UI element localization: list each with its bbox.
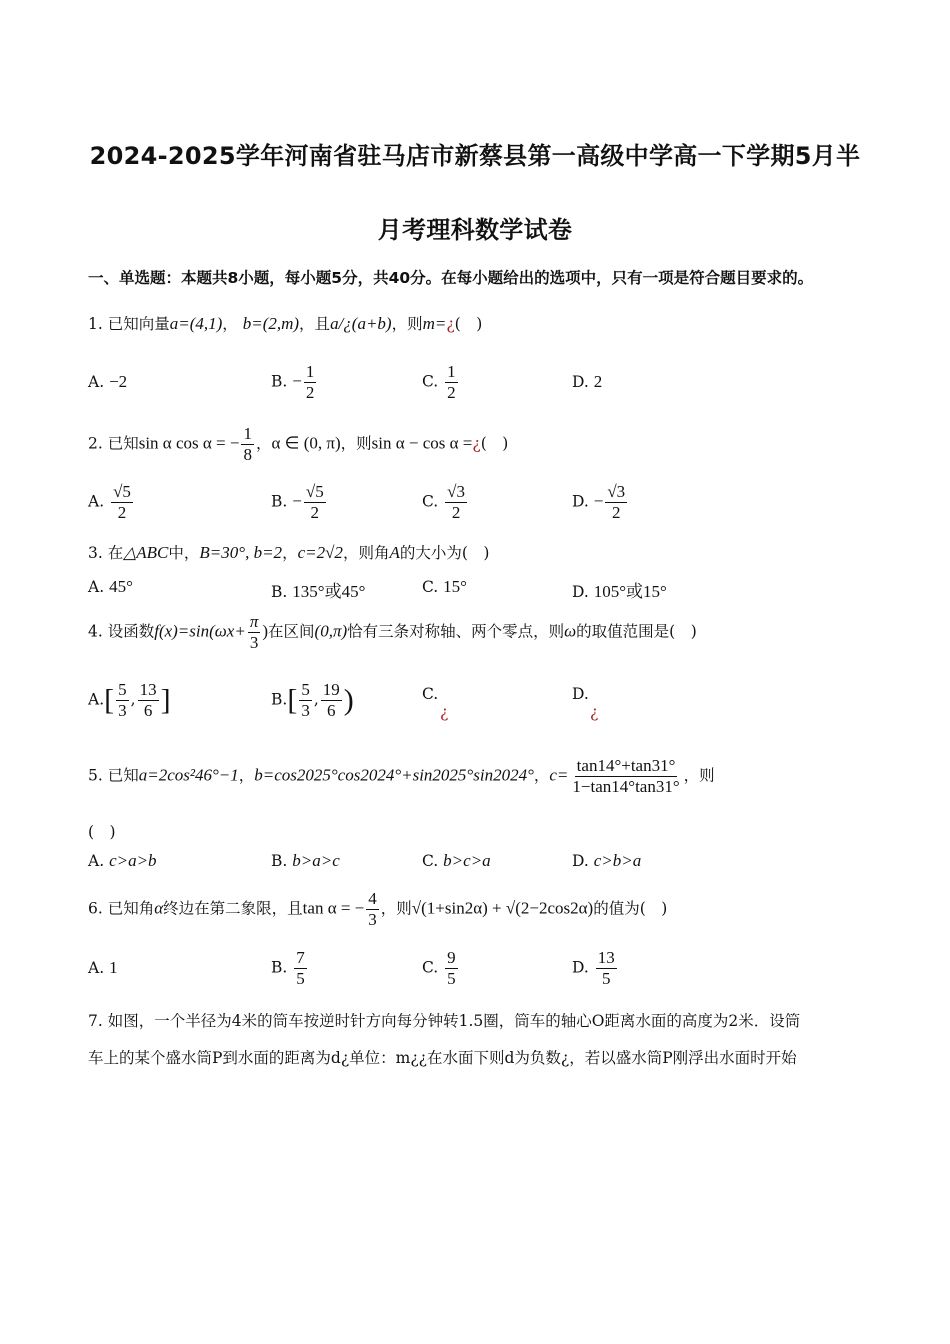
question-6-option-d: D. $\frac{13}{5}$	[572, 948, 615, 988]
question-5-option-d: D. c>b>a	[572, 851, 642, 870]
question-6-stem: 6. 已知角α终边在第二象限，且tan α = − $\frac{4}{3}$ ，则√(1+sin2α) + √(2−2cos2α)的值为( )	[88, 889, 668, 929]
question-2-stem: 2. 已知sin α cos α = − $\frac{1}{8}$ ，α ∈ (0, π)，则sin α − cos α =¿( )	[88, 424, 509, 464]
question-3-option-d: D. 105°或15°	[572, 582, 667, 601]
question-2-option-c: C. $\frac{√3}{2}$	[422, 482, 466, 522]
question-4-option-c: C. ¿	[422, 685, 449, 721]
question-4-option-d: D. ¿	[572, 685, 599, 721]
question-5-stem: 5. 已知a=2cos²46°−1，b=cos2025°cos2024°+sin2025°sin2024°，c= $\frac{\tan 14^\circ+\tan 31^\circ}{1-\tan 14^\circ\tan 31^\circ}$ ，则	[88, 756, 715, 796]
question-2-option-b: B. − $\frac{√5}{2}$	[271, 482, 324, 522]
exam-title-line-1: 2024-2025学年河南省驻马店市新蔡县第一高级中学高一下学期5月半	[89, 142, 861, 170]
question-7-stem-line-2: 车上的某个盛水筒P到水面的距离为d¿单位：m¿¿在水面下则d为负数¿，若以盛水筒P刚浮出水面时开始	[88, 1049, 797, 1067]
question-6-option-c: C. $\frac{9}{5}$	[422, 948, 456, 988]
question-3-stem: 3. 在△ABC中，B=30°, b=2，c=2√2，则角A的大小为( )	[88, 543, 490, 562]
question-5-option-c: C. b>c>a	[422, 851, 491, 870]
question-3-option-a: A. 45°	[88, 577, 133, 596]
question-5-option-a: A. c>a>b	[88, 851, 157, 870]
question-1-option-b: B. − $\frac{1}{2}$	[271, 362, 315, 402]
question-1-option-c: C. $\frac{1}{2}$	[422, 362, 456, 402]
question-1-option-d: D. 2	[572, 372, 603, 391]
question-5-stem-continued: ( )	[88, 823, 116, 841]
question-5-option-b: B. b>a>c	[271, 851, 340, 870]
question-2-option-d: D. − $\frac{√3}{2}$	[572, 482, 626, 522]
question-3-option-c: C. 15°	[422, 577, 467, 596]
question-1-option-a: A. −2	[88, 372, 128, 391]
exam-title-line-2: 月考理科数学试卷	[377, 216, 573, 244]
question-4-stem: 4. 设函数f(x)=sin(ωx+ $\frac{\pi}{3}$ )在区间(0,π)恰有三条对称轴、两个零点，则ω的取值范围是( )	[88, 612, 697, 652]
question-7-stem-line-1: 7. 如图，一个半径为4米的筒车按逆时针方向每分钟转1.5圈，筒车的轴心O距离水面的高度为2米．设筒	[88, 1012, 801, 1030]
question-6-option-b: B. $\frac{7}{5}$	[271, 948, 305, 988]
question-6-option-a: A. 1	[88, 958, 118, 977]
question-2-option-a: A. $\frac{√5}{2}$	[88, 482, 131, 522]
question-4-option-a: A.[ $\frac{5}{3}$ , $\frac{13}{6}$ ]	[88, 680, 171, 720]
question-1-stem: 1. 已知向量a=(4,1)， b=(2,m)，且a/¿(a+b)，则m=¿( )	[88, 314, 483, 333]
section-heading: 一、单选题：本题共8小题，每小题5分，共40分。在每小题给出的选项中，只有一项是符合题目要求的。	[88, 269, 814, 287]
question-3-option-b: B. 135°或45°	[271, 582, 366, 601]
question-4-option-b: B.[ $\frac{5}{3}$ , $\frac{19}{6}$ )	[271, 680, 354, 720]
